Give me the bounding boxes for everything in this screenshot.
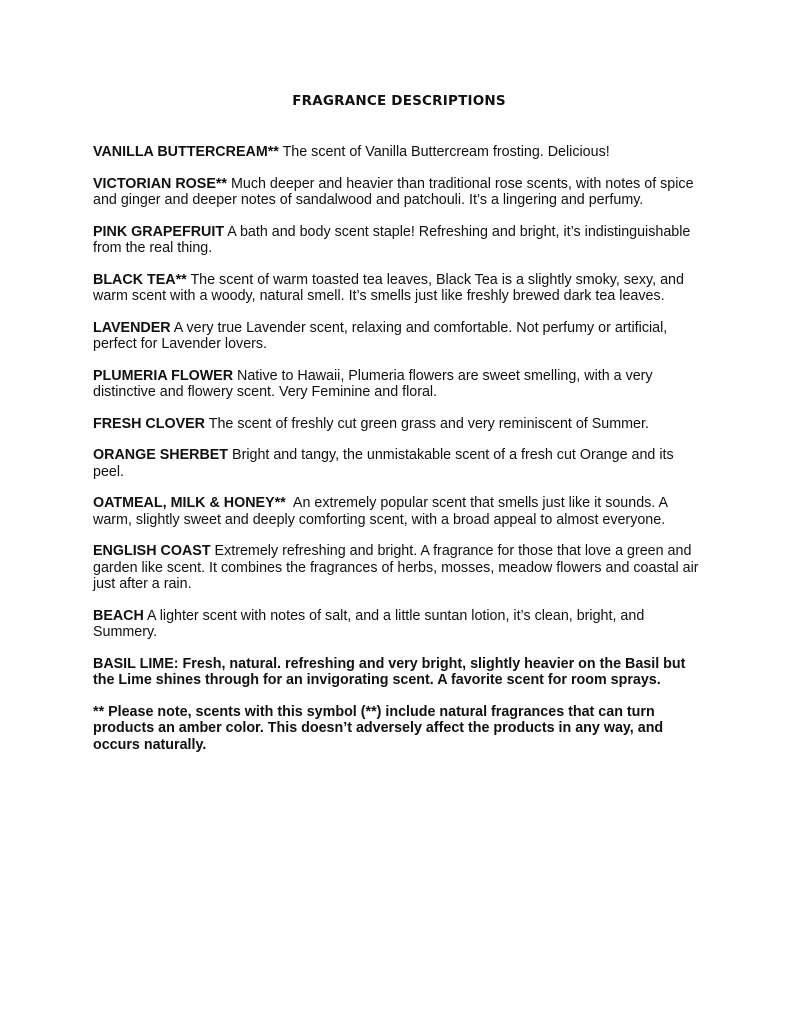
fragrance-entry-black-tea bbox=[93, 272, 705, 305]
fragrance-description: Extremely refreshing and bright. A fragrance for those that love a green and garden like scent. It combines the fragrances of herbs, mosses, meadow flowers and coastal air just after a rain. bbox=[93, 543, 699, 592]
fragrance-entry-vanilla-buttercream bbox=[93, 144, 705, 161]
fragrance-description: Much deeper and heavier than traditional rose scents, with notes of spice and ginger and deeper notes of sandalwood and patchouli. It’s a lingering and perfumy. bbox=[93, 175, 694, 208]
page-title: FRAGRANCE DESCRIPTIONS bbox=[292, 93, 506, 109]
fragrance-entry-pink-grapefruit bbox=[93, 224, 705, 257]
fragrance-name: OATMEAL, MILK & HONEY** bbox=[93, 495, 286, 511]
fragrance-entry-basil-lime bbox=[93, 656, 705, 689]
fragrance-name: FRESH CLOVER bbox=[93, 415, 206, 432]
fragrance-name: PLUMERIA FLOWER bbox=[93, 367, 234, 384]
fragrance-description: A very true Lavender scent, relaxing and comfortable. Not perfumy or artificial, perfect for Lavender lovers. bbox=[93, 319, 668, 352]
footnote: ** Please note, scents with this symbol (**) include natural fragrances that can turn products an amber color. This doesn’t adversely affect the products in any way, and occurs naturally. bbox=[93, 703, 664, 753]
fragrance-description: Fresh, natural. refreshing and very bright, slightly heavier on the Basil but the Lime shines through for an invigorating scent. A favorite scent for room sprays. bbox=[93, 655, 686, 688]
fragrance-description: A lighter scent with notes of salt, and a little suntan lotion, it’s clean, bright, and Summery. bbox=[93, 607, 645, 640]
fragrance-description: The scent of freshly cut green grass and very reminiscent of Summer. bbox=[208, 415, 649, 432]
fragrance-entry-oatmeal-milk-honey bbox=[93, 495, 705, 528]
fragrance-name: ORANGE SHERBET bbox=[93, 447, 229, 463]
fragrance-name: BEACH bbox=[93, 607, 144, 624]
fragrance-entry-beach bbox=[93, 608, 705, 641]
fragrance-description: Native to Hawaii, Plumeria flowers are sweet smelling, with a very distinctive and flowery scent. Very Feminine and floral. bbox=[93, 367, 653, 400]
fragrance-description: The scent of Vanilla Buttercream frosting. Delicious! bbox=[282, 144, 610, 160]
fragrance-name: BLACK TEA** bbox=[93, 271, 187, 288]
fragrance-name: VANILLA BUTTERCREAM** bbox=[93, 144, 279, 160]
document-page bbox=[93, 92, 705, 753]
fragrance-name: ENGLISH COAST bbox=[93, 543, 211, 559]
fragrance-description: Bright and tangy, the unmistakable scent of a fresh cut Orange and its peel. bbox=[93, 447, 674, 480]
fragrance-description: The scent of warm toasted tea leaves, Black Tea is a slightly smoky, sexy, and warm scent with a woody, natural smell. It’s smells just like freshly brewed dark tea leaves. bbox=[93, 271, 684, 304]
fragrance-description: An extremely popular scent that smells just like it sounds. A warm, slightly sweet and deeply comforting scent, with a broad appeal to almost everyone. bbox=[93, 495, 672, 528]
fragrance-entry-orange-sherbet bbox=[93, 447, 705, 480]
fragrance-entry-lavender bbox=[93, 320, 705, 353]
fragrance-entry-plumeria-flower bbox=[93, 368, 705, 401]
fragrance-name: VICTORIAN ROSE** bbox=[93, 175, 227, 192]
fragrance-description: A bath and body scent staple! Refreshing and bright, it’s indistinguishable from the real thing. bbox=[93, 223, 691, 256]
fragrance-entry-fresh-clover bbox=[93, 416, 705, 433]
fragrance-name: BASIL LIME: bbox=[93, 655, 179, 672]
fragrance-entry-english-coast bbox=[93, 543, 705, 593]
fragrance-name: LAVENDER bbox=[93, 319, 171, 336]
fragrance-entry-victorian-rose bbox=[93, 176, 705, 209]
fragrance-name: PINK GRAPEFRUIT bbox=[93, 223, 225, 240]
